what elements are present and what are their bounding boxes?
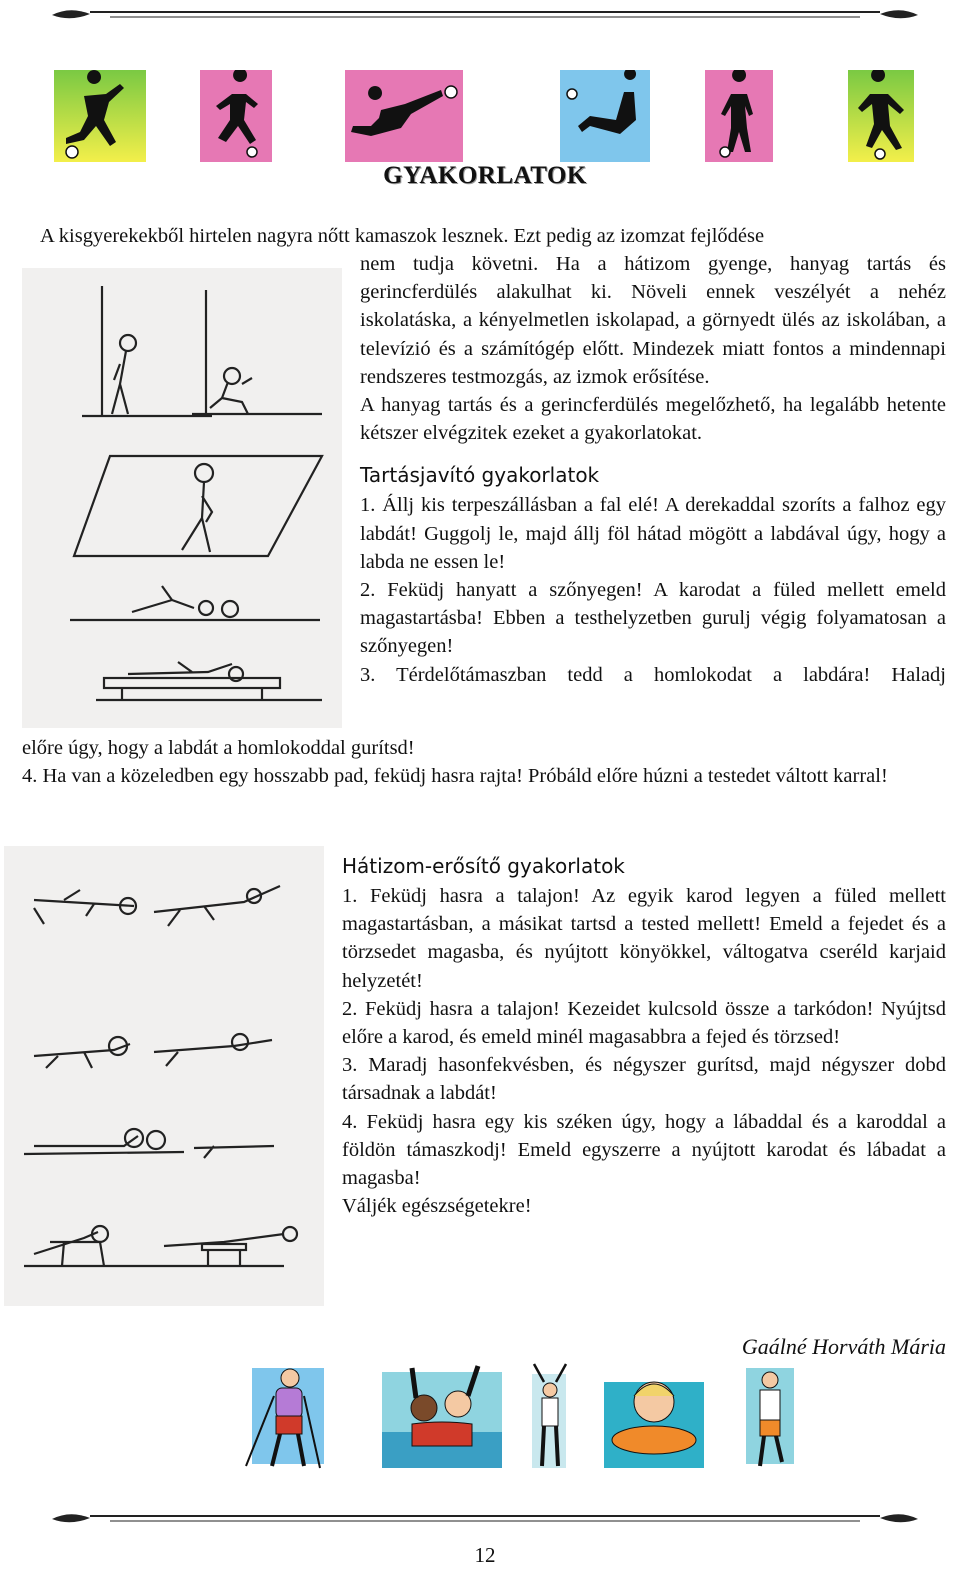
posture-exercises-heading: Tartásjavító gyakorlatok [360,463,600,488]
nordic-walker-clipart [238,1362,328,1472]
soccer-dribble-photo [848,70,914,162]
posture-item-4: 4. Ha van a közeledben egy hosszabb pad, feküdj hasra rajta! Próbáld előre húzni a testedet váltott karral! [22,765,888,788]
back-exercises-heading: Hátizom-erősítő gyakorlatok [342,854,625,878]
back-item-3: 3. Maradj hasonfekvésben, és négyszer gurítsd, majd négyszer dobd társadnak a labdát! [342,1054,946,1105]
back-item-2: 2. Feküdj hasra a talajon! Kezeidet kulcsold össze a tarkódon! Nyújtsd előre a karod, és emeld minél magasabbra a fejed és törzsed! [342,997,946,1049]
author-signature: Gaálné Horváth Mária [741,1334,946,1359]
soccer-girl-photo [705,70,773,162]
jogger-clipart [740,1362,800,1472]
soccer-kick-photo [54,70,146,162]
swimmers-clipart [382,1362,502,1472]
bottom-divider [50,1508,920,1530]
closing-line: Váljék egészségetekre! [342,1195,532,1218]
soccer-volley-photo [345,70,463,162]
posture-item-1: 1. Állj kis terpeszállásban a fal elé! A derekaddal szoríts a falhoz egy labdát! Guggolj le, majd állj föl hátad mögött a labdával úgy, hogy a labda ne essen le! [360,494,946,573]
posture-item-2: 2. Feküdj hanyatt a szőnyegen! A karodat a füled mellett emeld magastartásba! Ebben a testhelyzetben gurulj végig folyamatosan a szőnyegen! [360,579,946,658]
page-number: 12 [474,1543,496,1567]
top-divider [50,4,920,26]
intro-first-line: A kisgyerekekből hirtelen nagyra nőtt kamaszok lesznek. Ezt pedig az izomzat fejlődése [40,225,765,247]
back-strength-illustration [4,846,324,1306]
page-title: GYAKORLATOK [383,162,587,189]
back-item-4: 4. Feküdj hasra egy kis széken úgy, hogy a lábaddal és a karoddal a földön támaszkodj! Emeld egyszerre a nyújtott karodat és lábadat a magasba! [342,1110,946,1190]
posture-item-3-continued: előre úgy, hogy a labdát a homlokoddal gurítsd! [22,737,415,759]
intro-paragraph: nem tudja követni. Ha a hátizom gyenge, hanyag tartás és gerincferdülés alakulhat ki. Növeli ennek veszélyét a nehéz iskolatáska, a kényelmetlen iskolapad, a görnyedt ülés az iskolában, a televízió és a számítógép előtt. Mindezek miatt fontos a mindennapi rendszeres testmozgás, az izmok erősítése. [360,253,946,388]
stretching-boy-clipart [524,1362,574,1472]
soccer-runner-photo [200,70,272,162]
girl-in-water-clipart [600,1362,710,1472]
posture-item-3: 3. Térdelőtámaszban tedd a homlokodat a labdára! Haladj [360,663,946,686]
soccer-header-photo [560,70,650,162]
back-item-1: 1. Feküdj hasra a talajon! Az egyik karod legyen a füled mellett magastartásban, a másikat tartsd a tested mellett! Emeld a fejedet és a törzsedet magasba, és nyújtott könyökkel, váltogatva cseréld karjaid helyzetét! [342,885,946,992]
intro-paragraph-2: A hanyag tartás és a gerincferdülés megelőzhető, ha legalább hetente kétszer elvégzitek ezeket a gyakorlatokat. [360,394,946,445]
posture-exercise-illustration [22,268,342,728]
